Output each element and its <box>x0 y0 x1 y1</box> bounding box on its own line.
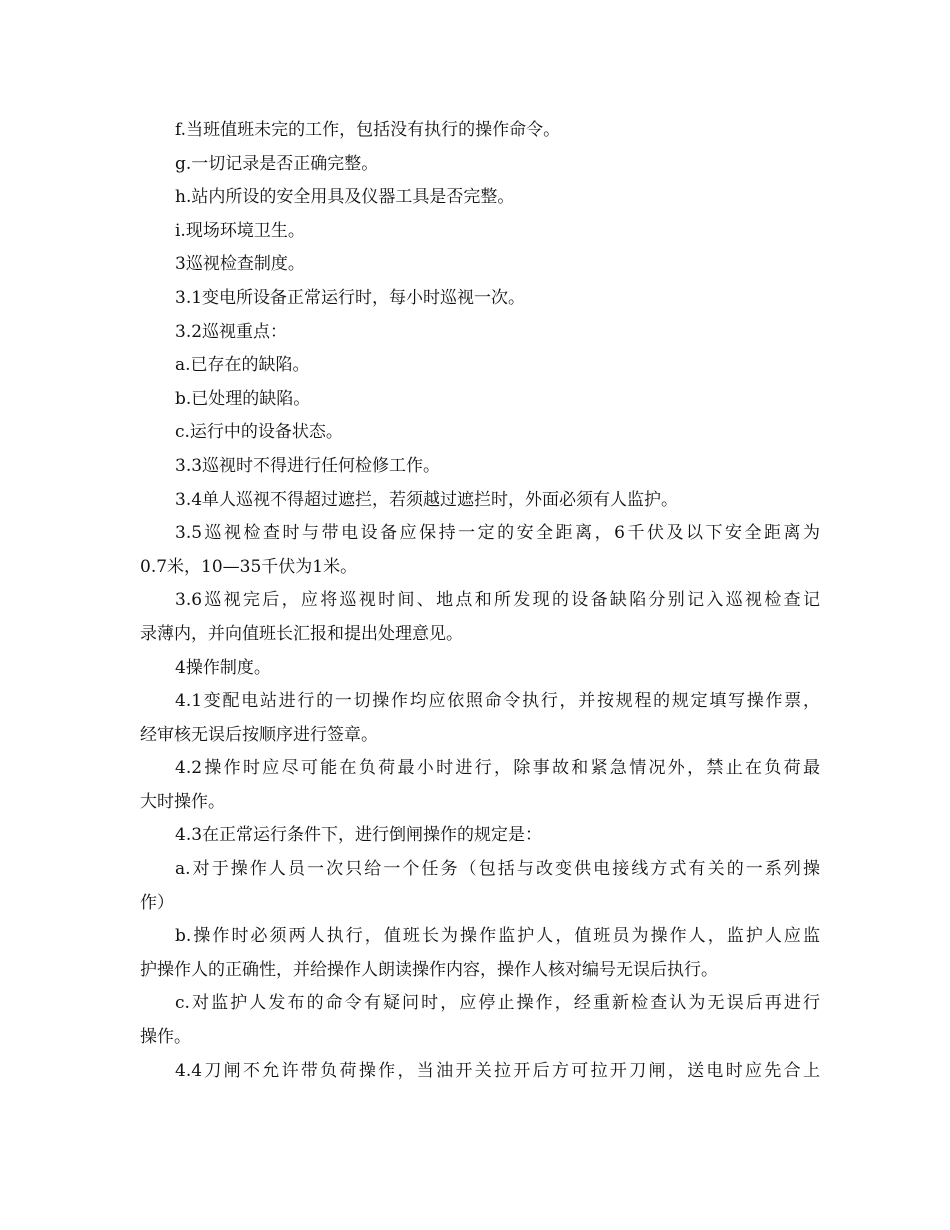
paragraph-line: h.站内所设的安全用具及仪器工具是否完整。 <box>175 187 515 208</box>
paragraph-line: 3.3巡视时不得进行任何检修工作。 <box>175 455 441 476</box>
paragraph-line: g.一切记录是否正确完整。 <box>175 153 379 174</box>
paragraph-line: 3.2巡视重点： <box>175 321 288 342</box>
paragraph-line: b.已处理的缺陷。 <box>175 388 311 409</box>
paragraph-continuation: 操作。 <box>140 1027 191 1048</box>
paragraph-line: c.对监护人发布的命令有疑问时，应停止操作，经重新检查认为无误后再进行 <box>175 993 820 1014</box>
paragraph-line: 3.6巡视完后，应将巡视时间、地点和所发现的设备缺陷分别记入巡视检查记 <box>175 590 820 611</box>
paragraph-line: 4.3在正常运行条件下，进行倒闸操作的规定是： <box>175 825 543 846</box>
paragraph-line: 4.1变配电站进行的一切操作均应依照命令执行，并按规程的规定填写操作票， <box>175 691 820 712</box>
paragraph-continuation: 0.7米，10—35千伏为1米。 <box>140 556 358 577</box>
paragraph-continuation: 大时操作。 <box>140 791 225 812</box>
paragraph-line: 3.5巡视检查时与带电设备应保持一定的安全距离，6千伏及以下安全距离为 <box>175 523 820 544</box>
paragraph-continuation: 录薄内，并向值班长汇报和提出处理意见。 <box>140 623 463 644</box>
paragraph-line: a.对于操作人员一次只给一个任务（包括与改变供电接线方式有关的一系列操 <box>175 859 820 880</box>
paragraph-line: 4.4刀闸不允许带负荷操作，当油开关拉开后方可拉开刀闸，送电时应先合上 <box>175 1060 820 1081</box>
paragraph-line: a.已存在的缺陷。 <box>175 355 310 376</box>
paragraph-line: b.操作时必须两人执行，值班长为操作监护人，值班员为操作人，监护人应监 <box>175 926 820 947</box>
paragraph-line: 3.1变电所设备正常运行时，每小时巡视一次。 <box>175 287 526 308</box>
paragraph-line: c.运行中的设备状态。 <box>175 422 343 443</box>
paragraph-line: f.当班值班未完的工作，包括没有执行的操作命令。 <box>175 120 561 140</box>
paragraph-continuation: 经审核无误后按顺序进行签章。 <box>140 724 378 745</box>
paragraph-line: 4.2操作时应尽可能在负荷最小时进行，除事故和紧急情况外，禁止在负荷最 <box>175 758 820 779</box>
section-heading: 3巡视检查制度。 <box>175 254 305 275</box>
paragraph-line: 3.4单人巡视不得超过遮拦，若须越过遮拦时，外面必须有人监护。 <box>175 489 679 510</box>
paragraph-continuation: 作） <box>140 892 174 913</box>
section-heading: 4操作制度。 <box>175 657 271 678</box>
paragraph-line: i.现场环境卫生。 <box>175 220 305 241</box>
paragraph-continuation: 护操作人的正确性，并给操作人朗读操作内容，操作人核对编号无误后执行。 <box>140 959 718 980</box>
document-body <box>140 114 820 1088</box>
